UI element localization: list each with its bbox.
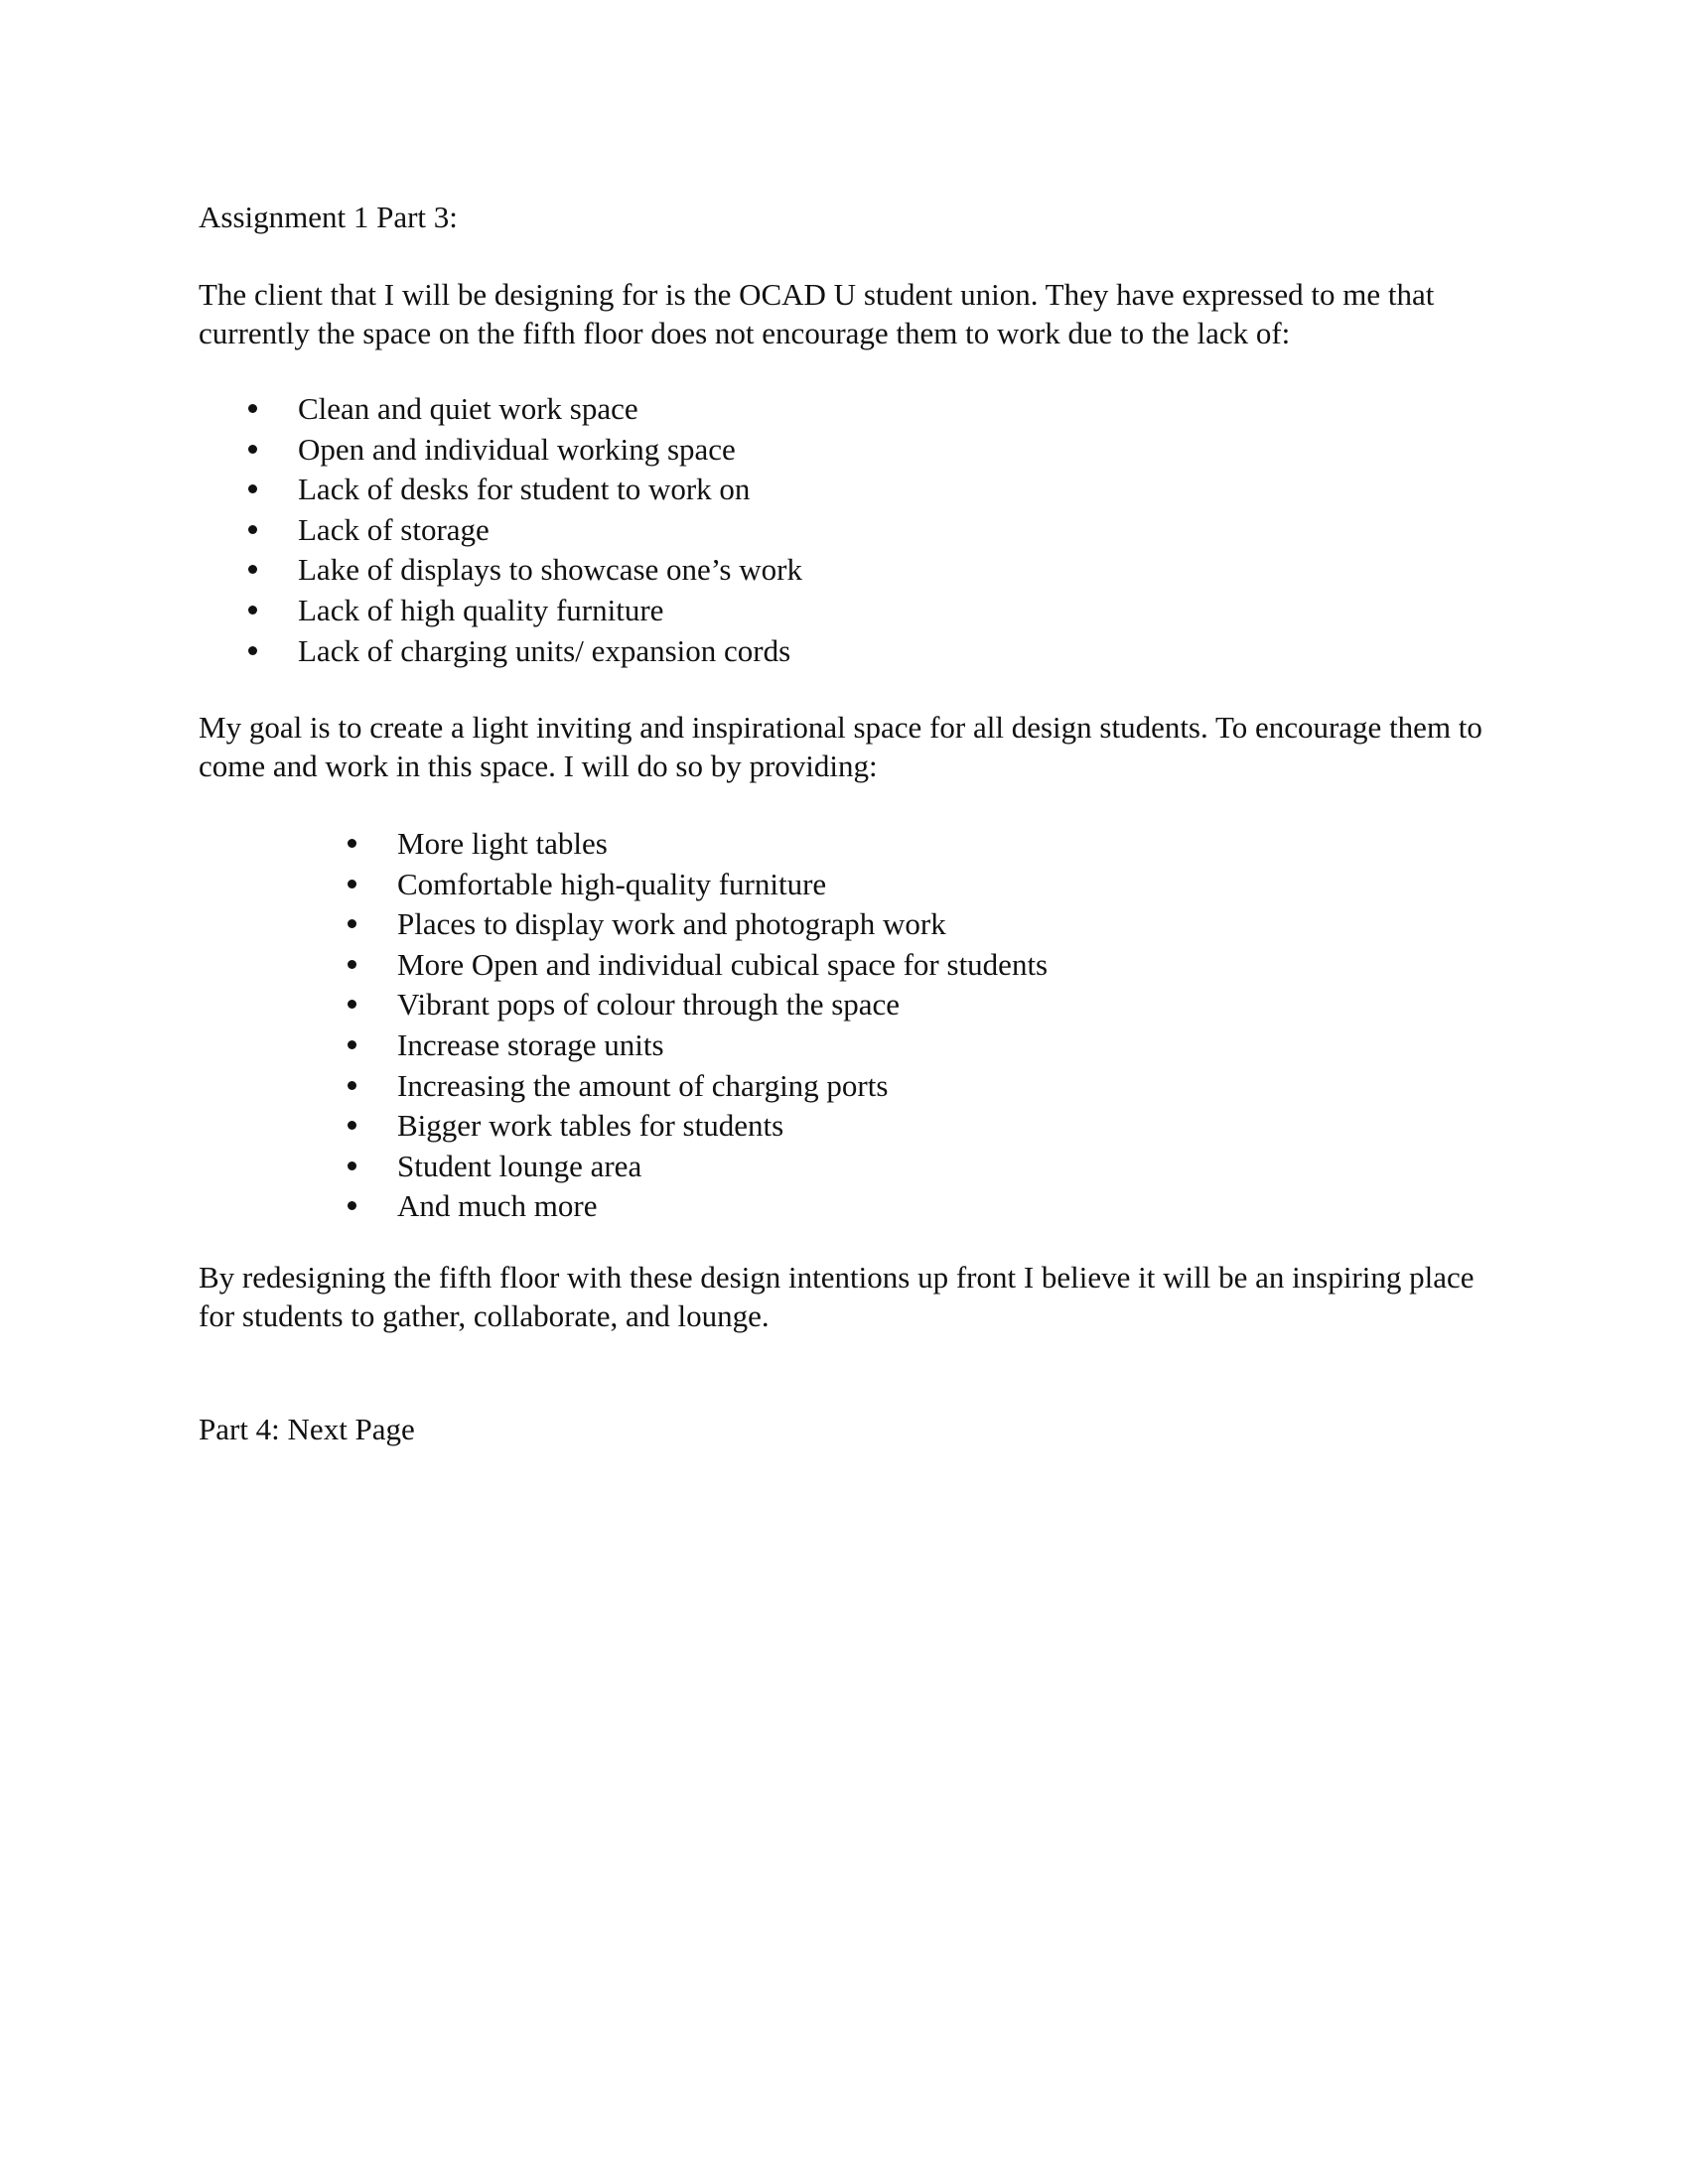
list-item-text: Bigger work tables for students — [397, 1108, 784, 1144]
list-item-text: Student lounge area — [397, 1148, 642, 1183]
list-item-text: Open and individual working space — [298, 431, 736, 467]
list-item — [248, 591, 802, 631]
bullet-icon — [348, 1121, 356, 1130]
list-item — [248, 430, 802, 471]
closing-paragraph: By redesigning the fifth floor with these design intentions up front I believe it will be an inspiring place for students to gather, collaborate, and lounge. — [199, 1260, 1475, 1333]
list-item — [248, 510, 802, 551]
list-item-text: Clean and quiet work space — [298, 391, 638, 426]
list-item-text: More light tables — [397, 826, 608, 861]
bullet-icon — [348, 919, 356, 928]
list-item-text: Places to display work and photograph work — [397, 906, 946, 942]
list-item — [348, 945, 1048, 986]
list-item — [348, 865, 1048, 905]
list-item-text: Lack of charging units/ expansion cords — [298, 632, 791, 668]
provide-list — [348, 824, 1048, 1227]
list-item-text: Comfortable high-quality furniture — [397, 866, 827, 901]
bullet-icon — [248, 646, 257, 655]
list-item-text: Lack of high quality furniture — [298, 592, 664, 627]
list-item — [348, 904, 1048, 945]
list-item — [248, 550, 802, 591]
list-item — [248, 470, 802, 510]
bullet-icon — [248, 404, 257, 413]
bullet-icon — [348, 1201, 356, 1210]
bullet-icon — [348, 1000, 356, 1009]
bullet-icon — [348, 960, 356, 969]
list-item-text: And much more — [397, 1188, 598, 1224]
bullet-icon — [348, 1040, 356, 1049]
lack-list — [248, 389, 802, 671]
list-item-text: Vibrant pops of colour through the space — [397, 987, 901, 1023]
list-item-text: Lake of displays to showcase one’s work — [298, 552, 802, 588]
list-item — [348, 1025, 1048, 1066]
next-page-note: Part 4: Next Page — [199, 1412, 415, 1446]
bullet-icon — [248, 565, 257, 574]
list-item-text: Increase storage units — [397, 1026, 664, 1062]
bullet-icon — [248, 445, 257, 454]
bullet-icon — [348, 880, 356, 888]
intro-paragraph: The client that I will be designing for is the OCAD U student union. They have expressed to me that currently the space on the fifth floor does not encourage them to work due to the lack of: — [199, 277, 1435, 350]
bullet-icon — [248, 484, 257, 493]
list-item-text: Lack of storage — [298, 511, 490, 547]
bullet-icon — [348, 1161, 356, 1170]
list-item-text: Lack of desks for student to work on — [298, 472, 751, 507]
list-item — [348, 1066, 1048, 1107]
list-item — [248, 389, 802, 430]
bullet-icon — [248, 525, 257, 534]
list-item — [348, 985, 1048, 1025]
assignment-heading: Assignment 1 Part 3: — [199, 200, 458, 234]
bullet-icon — [348, 1081, 356, 1090]
list-item — [348, 1147, 1048, 1187]
list-item-text: Increasing the amount of charging ports — [397, 1067, 889, 1103]
list-item — [248, 631, 802, 672]
list-item-text: More Open and individual cubical space for students — [397, 946, 1049, 982]
list-item — [348, 1106, 1048, 1147]
list-item — [348, 1186, 1048, 1227]
list-item — [348, 824, 1048, 865]
goal-paragraph: My goal is to create a light inviting and inspirational space for all design students. To encourage them to come and work in this space. I will do so by providing: — [199, 710, 1482, 783]
bullet-icon — [348, 839, 356, 848]
bullet-icon — [248, 606, 257, 614]
